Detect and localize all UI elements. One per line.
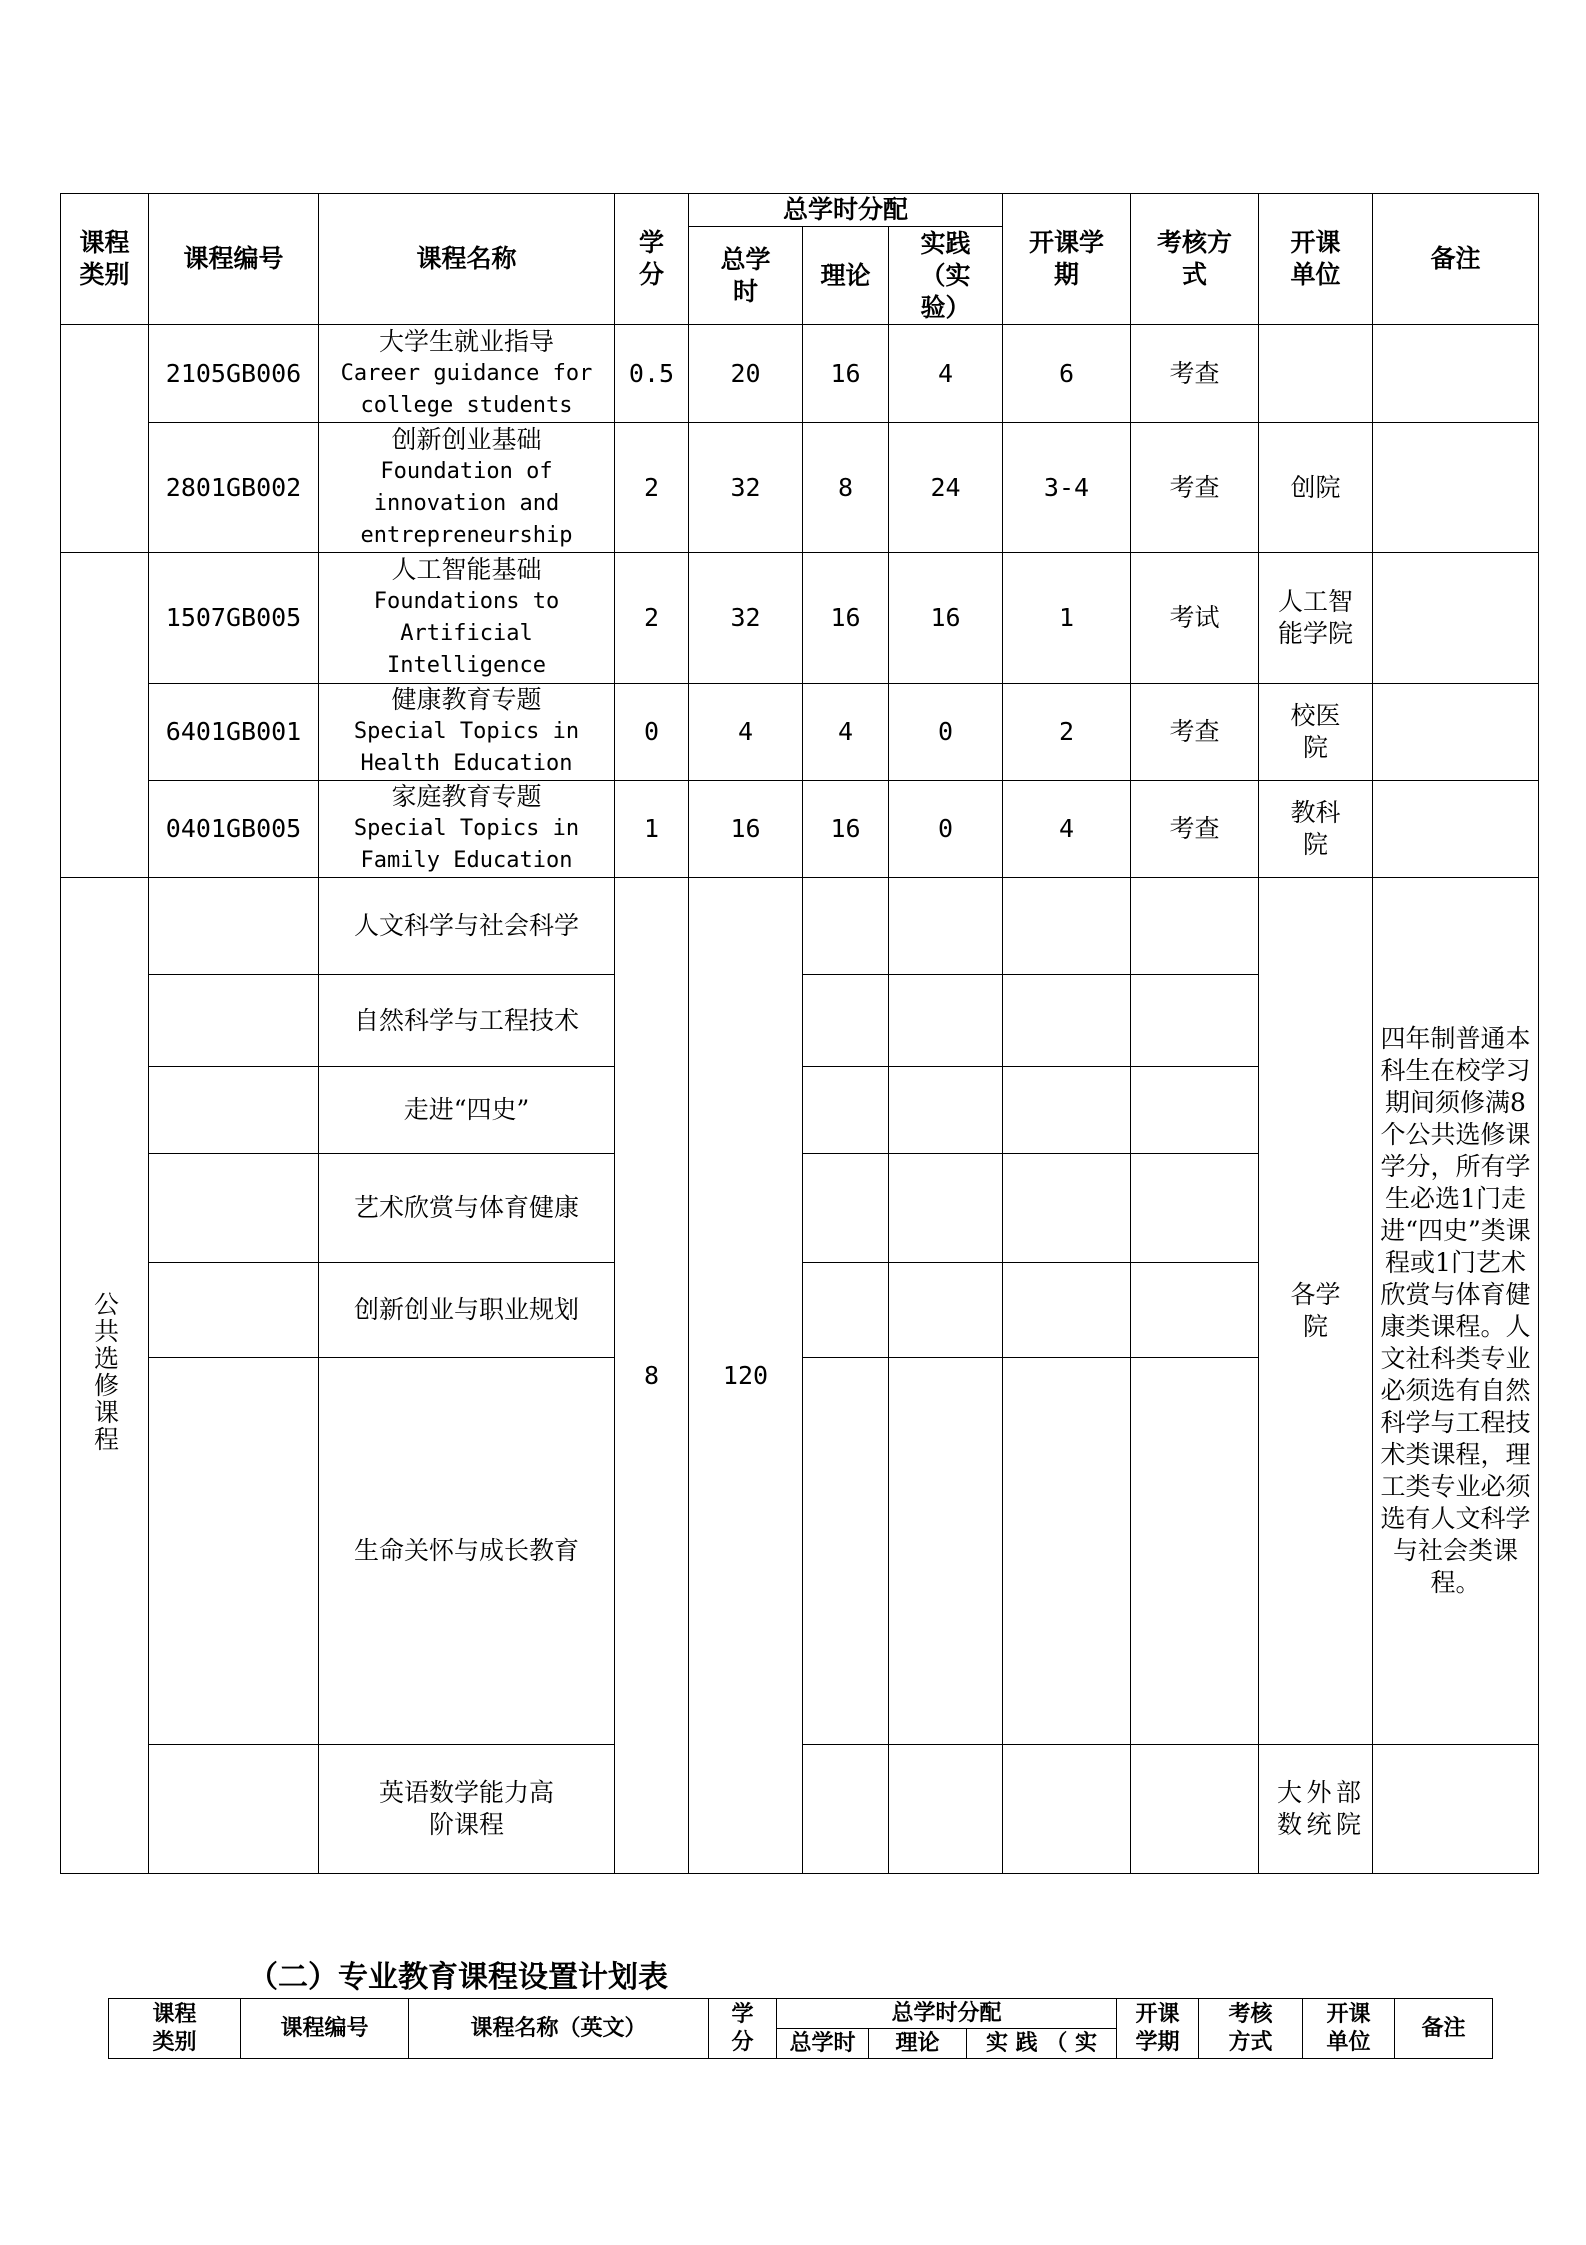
course-semester: 6 [1003, 325, 1131, 423]
elective-category: 公共选修课程 [61, 878, 149, 1874]
course-assessment: 考查 [1131, 684, 1259, 781]
t2-header-code: 课程编号 [241, 1999, 409, 2059]
course-row [61, 781, 1539, 878]
header-total-hours: 总学时 [689, 227, 803, 325]
elective-semester [1003, 975, 1131, 1067]
course-assessment: 考查 [1131, 325, 1259, 423]
elective-last-remark [1373, 1745, 1539, 1874]
elective-item: 走进“四史” [319, 1067, 615, 1154]
elective-code [149, 1067, 319, 1154]
course-credit: 2 [615, 553, 689, 684]
elective-theory [803, 878, 889, 975]
t2-header-assessment: 考核方式 [1199, 1999, 1303, 2059]
course-remark [1373, 553, 1539, 684]
elective-code [149, 1745, 319, 1874]
course-assessment: 考试 [1131, 553, 1259, 684]
course-theory: 4 [803, 684, 889, 781]
elective-theory [803, 1263, 889, 1358]
elective-practice [889, 975, 1003, 1067]
course-remark [1373, 781, 1539, 878]
header-remark: 备注 [1373, 194, 1539, 325]
course-remark [1373, 423, 1539, 553]
elective-code [149, 1154, 319, 1263]
elective-practice [889, 1154, 1003, 1263]
elective-item: 创新创业与职业规划 [319, 1263, 615, 1358]
course-unit [1259, 325, 1373, 423]
elective-total-hours: 120 [689, 878, 803, 1874]
header-unit: 开课单位 [1259, 194, 1373, 325]
header-name: 课程名称 [319, 194, 615, 325]
elective-item: 人文科学与社会科学 [319, 878, 615, 975]
course-code: 2105GB006 [149, 325, 319, 423]
t2-header-name: 课程名称（英文） [409, 1999, 709, 2059]
elective-code [149, 975, 319, 1067]
elective-theory [803, 1154, 889, 1263]
elective-assessment [1131, 1154, 1259, 1263]
course-code: 1507GB005 [149, 553, 319, 684]
course-name: 家庭教育专题 Special Topics in Family Education [319, 781, 615, 878]
course-theory: 16 [803, 325, 889, 423]
major-course-table [108, 1998, 1493, 2059]
elective-item: 生命关怀与成长教育 [319, 1358, 615, 1745]
course-practice: 0 [889, 781, 1003, 878]
t2-header-semester: 开课学期 [1117, 1999, 1199, 2059]
elective-code [149, 878, 319, 975]
header-code: 课程编号 [149, 194, 319, 325]
elective-assessment [1131, 1358, 1259, 1745]
course-name: 健康教育专题 Special Topics in Health Education [319, 684, 615, 781]
elective-item: 艺术欣赏与体育健康 [319, 1154, 615, 1263]
header-assessment: 考核方式 [1131, 194, 1259, 325]
elective-credit: 8 [615, 878, 689, 1874]
course-semester: 1 [1003, 553, 1131, 684]
course-total-hours: 16 [689, 781, 803, 878]
elective-practice [889, 1358, 1003, 1745]
course-unit: 教科院 [1259, 781, 1373, 878]
course-total-hours: 20 [689, 325, 803, 423]
course-code: 0401GB005 [149, 781, 319, 878]
course-semester: 4 [1003, 781, 1131, 878]
course-total-hours: 4 [689, 684, 803, 781]
course-credit: 0.5 [615, 325, 689, 423]
course-theory: 8 [803, 423, 889, 553]
course-name: 大学生就业指导 Career guidance for college students [319, 325, 615, 423]
course-code: 2801GB002 [149, 423, 319, 553]
t2-header-practice: 实 践 （ 实 [967, 2029, 1117, 2059]
elective-assessment [1131, 975, 1259, 1067]
course-unit: 校医院 [1259, 684, 1373, 781]
elective-theory [803, 975, 889, 1067]
course-credit: 2 [615, 423, 689, 553]
elective-assessment [1131, 878, 1259, 975]
course-credit: 1 [615, 781, 689, 878]
t2-header-theory: 理论 [869, 2029, 967, 2059]
elective-theory [803, 1358, 889, 1745]
header-theory: 理论 [803, 227, 889, 325]
course-row [61, 325, 1539, 423]
header-category: 课程类别 [61, 194, 149, 325]
t2-header-credit: 学分 [709, 1999, 777, 2059]
elective-semester [1003, 878, 1131, 975]
course-row [61, 553, 1539, 684]
course-unit: 人工智能学院 [1259, 553, 1373, 684]
t2-header-category: 课程类别 [109, 1999, 241, 2059]
t2-header-unit: 开课单位 [1303, 1999, 1395, 2059]
elective-code [149, 1263, 319, 1358]
header-practice: 实践（实验） [889, 227, 1003, 325]
course-remark [1373, 684, 1539, 781]
course-practice: 0 [889, 684, 1003, 781]
elective-assessment [1131, 1745, 1259, 1874]
elective-assessment [1131, 1263, 1259, 1358]
elective-item: 自然科学与工程技术 [319, 975, 615, 1067]
elective-semester [1003, 1263, 1131, 1358]
course-assessment: 考查 [1131, 423, 1259, 553]
course-code: 6401GB001 [149, 684, 319, 781]
header-hours-group: 总学时分配 [689, 194, 1003, 227]
elective-practice [889, 1745, 1003, 1874]
elective-semester [1003, 1358, 1131, 1745]
course-practice: 24 [889, 423, 1003, 553]
header-semester: 开课学期 [1003, 194, 1131, 325]
course-semester: 2 [1003, 684, 1131, 781]
t2-header-total-hours: 总学时 [777, 2029, 869, 2059]
category-cell [61, 325, 149, 553]
category-cell [61, 553, 149, 878]
t2-header-hours-group: 总学时分配 [777, 1999, 1117, 2029]
course-theory: 16 [803, 781, 889, 878]
course-practice: 16 [889, 553, 1003, 684]
elective-semester [1003, 1067, 1131, 1154]
course-name: 创新创业基础 Foundation of innovation and entrepreneurship [319, 423, 615, 553]
course-name: 人工智能基础 Foundations to Artificial Intelligence [319, 553, 615, 684]
elective-semester [1003, 1154, 1131, 1263]
elective-practice [889, 878, 1003, 975]
course-credit: 0 [615, 684, 689, 781]
public-course-table [60, 193, 1539, 1874]
course-row [61, 423, 1539, 553]
elective-code [149, 1358, 319, 1745]
elective-practice [889, 1067, 1003, 1154]
course-semester: 3-4 [1003, 423, 1131, 553]
elective-assessment [1131, 1067, 1259, 1154]
elective-theory [803, 1745, 889, 1874]
elective-row [61, 878, 1539, 975]
elective-theory [803, 1067, 889, 1154]
elective-practice [889, 1263, 1003, 1358]
t2-header-remark: 备注 [1395, 1999, 1493, 2059]
course-theory: 16 [803, 553, 889, 684]
header-credit: 学分 [615, 194, 689, 325]
elective-remark: 四年制普通本科生在校学习期间须修满8个公共选修课学分，所有学生必选1门走进“四史”类课程或1门艺术欣赏与体育健康类课程。人文社科类专业必须选有自然科学与工程技术类课程，理工类专业必须选有人文科学与社会类课程。 [1373, 878, 1539, 1745]
course-unit: 创院 [1259, 423, 1373, 553]
elective-semester [1003, 1745, 1131, 1874]
elective-last-unit: 大外部数统院 [1259, 1745, 1373, 1874]
elective-unit: 各学院 [1259, 878, 1373, 1745]
course-assessment: 考查 [1131, 781, 1259, 878]
course-row [61, 684, 1539, 781]
course-remark [1373, 325, 1539, 423]
course-practice: 4 [889, 325, 1003, 423]
course-total-hours: 32 [689, 553, 803, 684]
section-title: （二）专业教育课程设置计划表 [248, 1960, 668, 1995]
elective-item: 英语数学能力高阶课程 [319, 1745, 615, 1874]
course-total-hours: 32 [689, 423, 803, 553]
